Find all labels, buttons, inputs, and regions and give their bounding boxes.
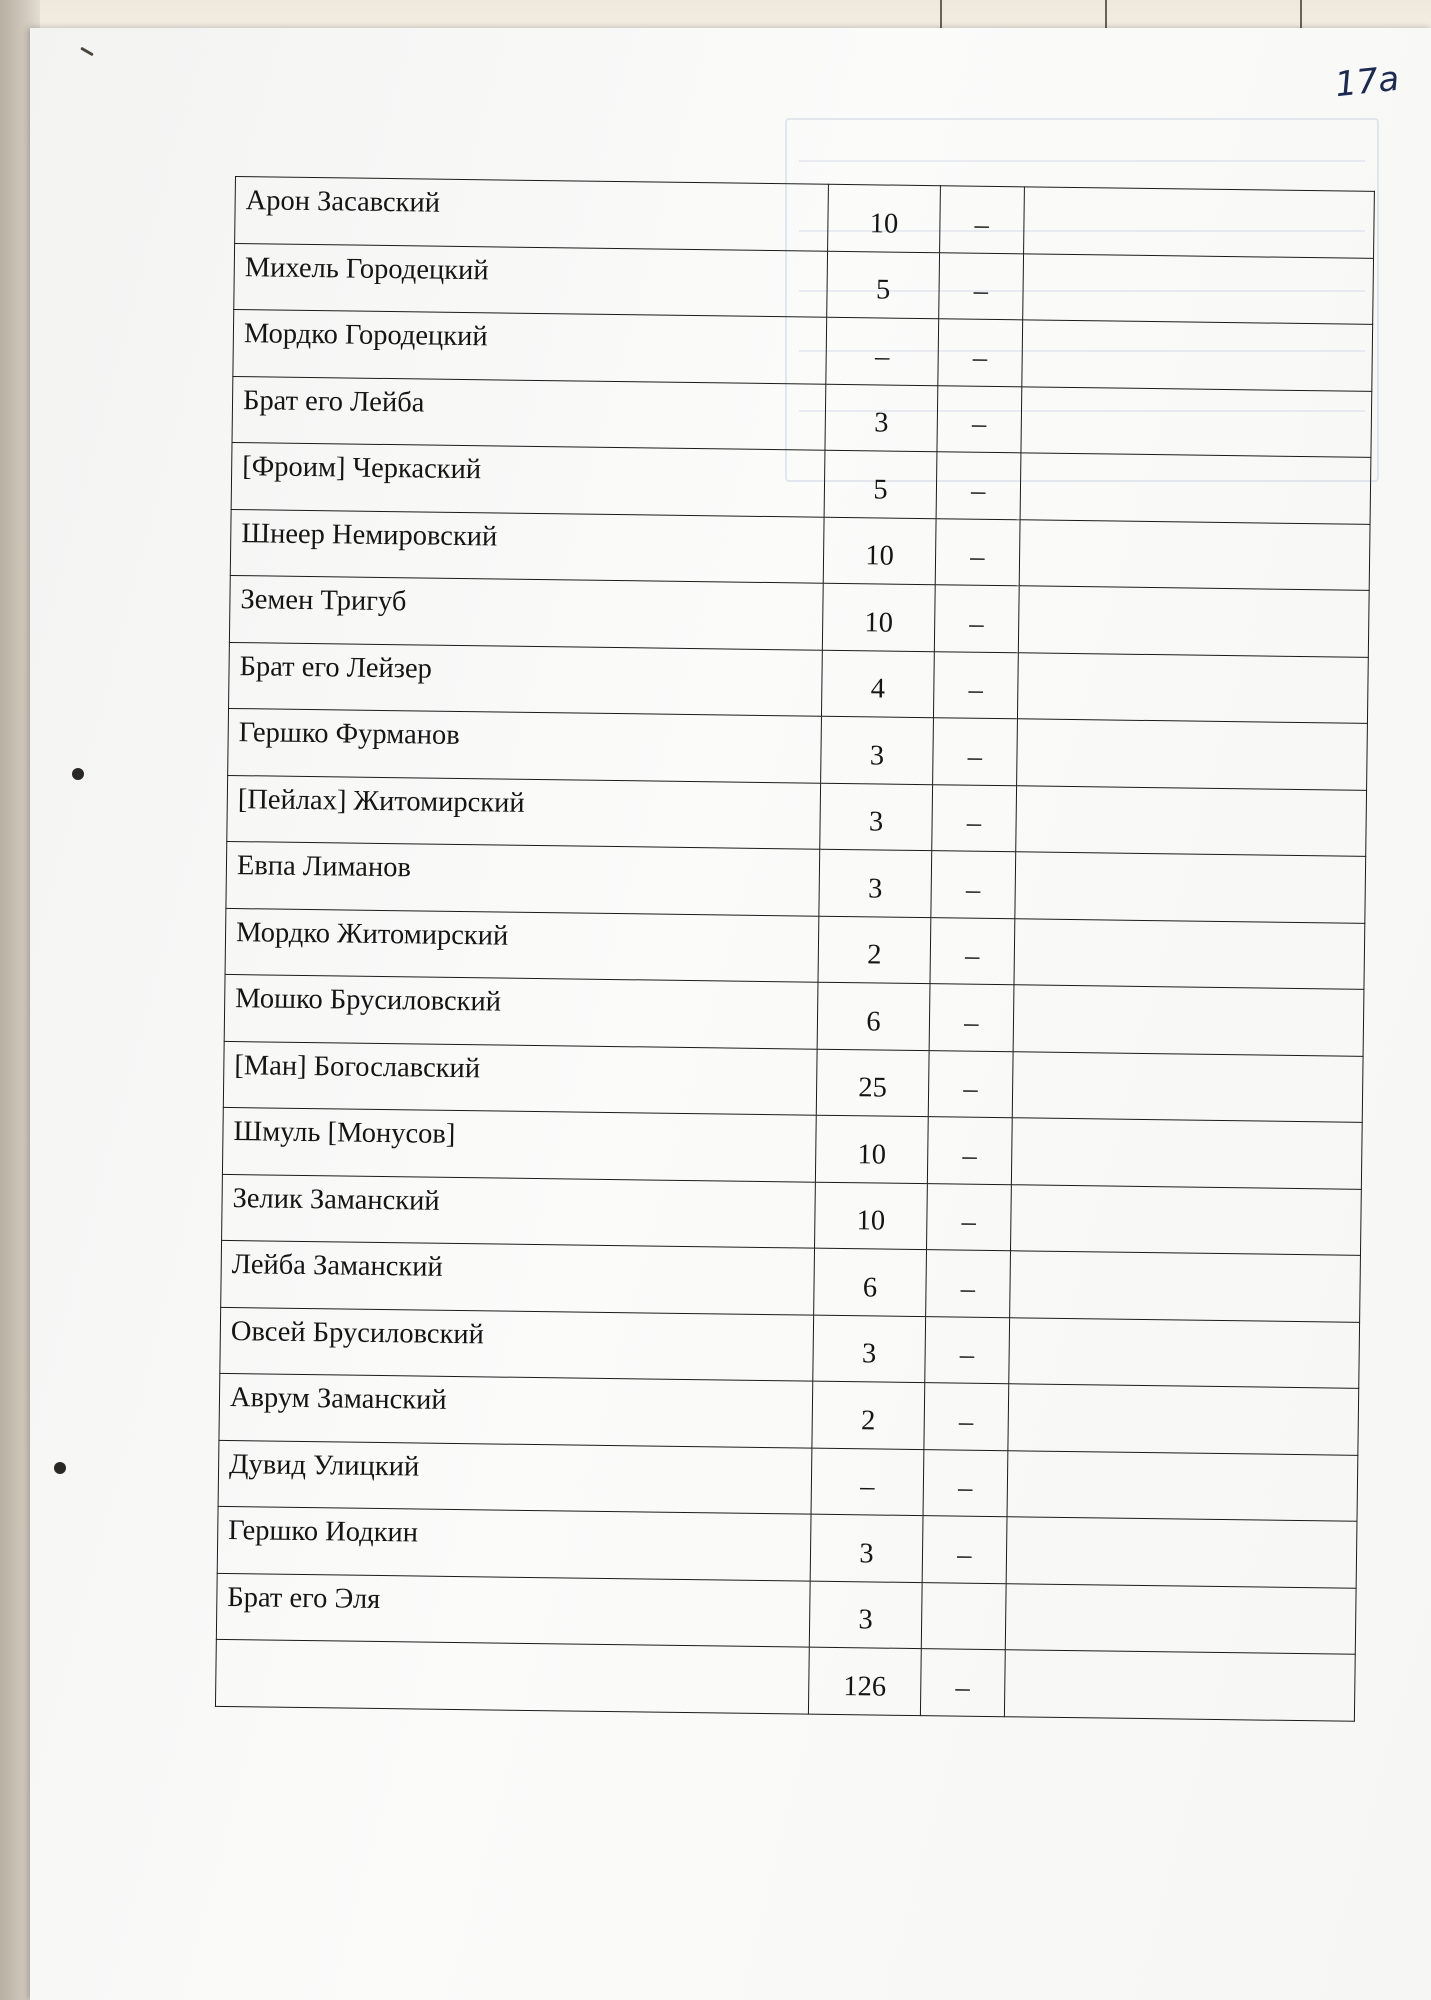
blank-cell: [1005, 1583, 1356, 1654]
blank-cell: [1008, 1384, 1359, 1455]
name-cell: Мордко Житомирский: [225, 908, 819, 982]
blank-cell: [1014, 918, 1365, 989]
page-number: 17a: [1332, 58, 1401, 106]
quantity-cell: 10: [815, 1182, 928, 1250]
register-table-body: [215, 177, 1374, 1721]
name-cell: [Ман] Богославский: [223, 1041, 817, 1115]
mark-cell: –: [939, 186, 1024, 254]
name-cell: Лейба Заманский: [221, 1240, 815, 1314]
mark-cell: –: [926, 1183, 1011, 1251]
mark-cell: –: [937, 385, 1022, 453]
quantity-cell: 3: [820, 783, 933, 851]
mark-cell: –: [936, 452, 1021, 520]
name-cell: [Пейлах] Житомирский: [227, 775, 821, 849]
mark-cell: –: [939, 252, 1024, 320]
blank-cell: [1007, 1450, 1358, 1521]
total-name-cell: [215, 1639, 809, 1713]
name-cell: Михель Городецкий: [234, 243, 828, 317]
blank-cell: [1019, 519, 1370, 590]
total-mark-cell: –: [920, 1649, 1005, 1717]
blank-cell: [1009, 1251, 1360, 1322]
quantity-cell: 3: [810, 1514, 923, 1582]
mark-cell: –: [933, 651, 1018, 719]
blank-cell: [1018, 586, 1369, 657]
blank-cell: [1011, 1118, 1362, 1189]
mark-cell: –: [934, 585, 1019, 653]
blank-cell: [1023, 187, 1374, 258]
blank-cell: [1004, 1650, 1355, 1721]
name-cell: Мордко Городецкий: [233, 309, 827, 383]
mark-cell: –: [929, 984, 1014, 1052]
blank-cell: [1020, 453, 1371, 524]
quantity-cell: 10: [823, 517, 936, 585]
blank-cell: [1009, 1317, 1360, 1388]
name-cell: Овсей Брусиловский: [220, 1307, 814, 1381]
name-cell: Гершко Фурманов: [228, 708, 822, 782]
quantity-cell: 10: [815, 1115, 928, 1183]
name-cell: Аврум Заманский: [219, 1373, 813, 1447]
mark-cell: –: [927, 1117, 1012, 1185]
name-cell: Зелик Заманский: [222, 1174, 816, 1248]
punch-hole: [72, 768, 84, 780]
blank-cell: [1006, 1517, 1357, 1588]
blank-cell: [1012, 1051, 1363, 1122]
mark-cell: –: [922, 1516, 1007, 1584]
quantity-cell: 5: [827, 251, 940, 319]
name-cell: Гершко Иодкин: [217, 1506, 811, 1580]
quantity-cell: –: [811, 1448, 924, 1516]
blank-cell: [1015, 852, 1366, 923]
quantity-cell: 25: [816, 1049, 929, 1117]
quantity-cell: 6: [814, 1248, 927, 1316]
blank-cell: [1010, 1184, 1361, 1255]
blank-cell: [1022, 320, 1373, 391]
total-quantity-cell: 126: [809, 1647, 922, 1715]
mark-cell: –: [931, 851, 1016, 919]
blank-cell: [1015, 785, 1366, 856]
mark-cell: –: [930, 917, 1015, 985]
quantity-cell: 4: [822, 650, 935, 718]
blank-cell: [1022, 253, 1373, 324]
mark-cell: –: [933, 718, 1018, 786]
mark-cell: –: [938, 319, 1023, 387]
name-cell: Евпа Лиманов: [226, 841, 820, 915]
blank-cell: [1017, 652, 1368, 723]
punch-hole: [54, 1462, 66, 1474]
mark-cell: –: [925, 1316, 1010, 1384]
quantity-cell: 2: [812, 1381, 925, 1449]
quantity-cell: 10: [828, 184, 941, 252]
quantity-cell: 3: [819, 849, 932, 917]
name-cell: Дувид Улицкий: [218, 1440, 812, 1514]
quantity-cell: 3: [809, 1581, 922, 1649]
name-cell: Брат его Лейба: [232, 376, 826, 450]
blank-cell: [1013, 985, 1364, 1056]
mark-cell: –: [924, 1383, 1009, 1451]
mark-cell: –: [935, 518, 1020, 586]
blank-cell: [1016, 719, 1367, 790]
mark-cell: –: [928, 1050, 1013, 1118]
total-row: [215, 1639, 1355, 1720]
mark-cell: –: [932, 784, 1017, 852]
paper-mark: [80, 47, 94, 57]
name-cell: Шнеер Немировский: [230, 509, 824, 583]
quantity-cell: 5: [824, 450, 937, 518]
quantity-cell: –: [826, 317, 939, 385]
quantity-cell: 3: [825, 384, 938, 452]
name-cell: Мошко Брусиловский: [224, 974, 818, 1048]
quantity-cell: 6: [817, 982, 930, 1050]
document-page: [30, 28, 1431, 2000]
name-cell: [Фроим] Черкаский: [231, 442, 825, 516]
name-cell: Брат его Лейзер: [229, 642, 823, 716]
name-cell: Арон Засавский: [235, 177, 829, 251]
quantity-cell: 3: [813, 1315, 926, 1383]
quantity-cell: 2: [818, 916, 931, 984]
register-table: [215, 176, 1375, 1721]
mark-cell: [921, 1582, 1006, 1650]
name-cell: Земен Тригуб: [229, 575, 823, 649]
mark-cell: –: [923, 1449, 1008, 1517]
quantity-cell: 10: [822, 583, 935, 651]
blank-cell: [1021, 386, 1372, 457]
quantity-cell: 3: [821, 716, 934, 784]
name-cell: Брат его Эля: [216, 1573, 810, 1647]
mark-cell: –: [926, 1250, 1011, 1318]
name-cell: Шмуль [Монусов]: [222, 1107, 816, 1181]
